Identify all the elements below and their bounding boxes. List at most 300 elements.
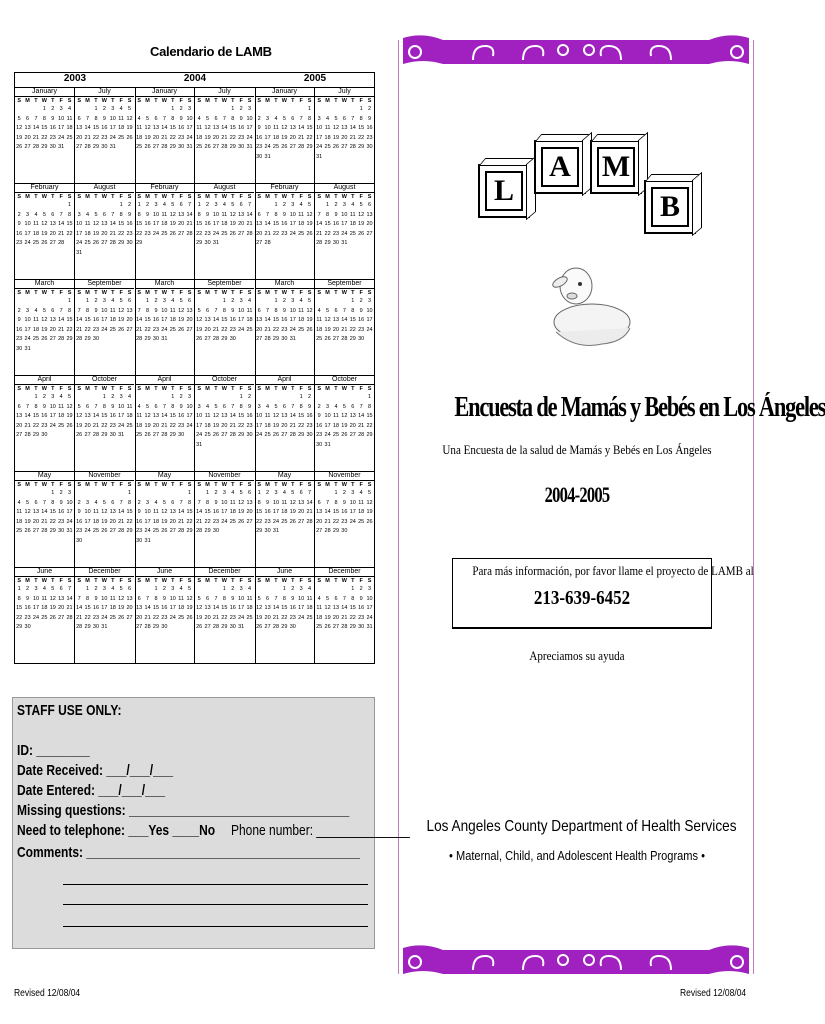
weekday-label: S: [67, 290, 72, 296]
day-cell: 5: [368, 490, 372, 496]
day-cell: 29: [358, 144, 365, 150]
day-cell: 2: [334, 202, 338, 208]
day-cell: 3: [299, 586, 303, 592]
day-cell: 5: [206, 115, 210, 122]
day-cell: 14: [316, 221, 323, 227]
day-cell: 11: [161, 211, 168, 218]
day-cell: 23: [358, 614, 365, 621]
day-cell: 7: [291, 403, 295, 410]
id-field[interactable]: ID: ________: [17, 742, 90, 759]
weekday-label: F: [359, 386, 363, 392]
day-cell: 11: [41, 595, 48, 602]
day-cell: 6: [239, 202, 243, 208]
day-cell: 6: [222, 403, 226, 410]
day-cell: 6: [128, 298, 132, 304]
weekday-label: W: [41, 290, 47, 296]
day-cell: 21: [58, 326, 65, 333]
weekday-label: T: [214, 386, 218, 392]
missing-questions-field[interactable]: Missing questions: _________________________________: [17, 802, 350, 819]
day-cell: 16: [109, 413, 116, 419]
day-grid: [135, 393, 194, 441]
day-cell: 1: [359, 106, 363, 112]
day-cell: 21: [58, 230, 65, 237]
day-cell: 5: [359, 202, 363, 208]
day-cell: 7: [248, 202, 252, 208]
day-cell: 21: [24, 422, 31, 429]
weekday-label: S: [137, 194, 142, 200]
lamb-icon: [546, 262, 636, 354]
day-cell: 12: [41, 317, 48, 323]
day-cell: 4: [231, 490, 235, 496]
day-cell: 20: [332, 614, 340, 621]
day-cell: [323, 105, 331, 115]
weekday-label: F: [59, 290, 63, 296]
weekday-header: [315, 385, 374, 393]
day-cell: 4: [86, 211, 90, 218]
day-cell: 16: [212, 509, 220, 515]
day-cell: 11: [358, 499, 364, 506]
day-cell: 31: [186, 144, 193, 150]
day-cell: 26: [76, 432, 83, 438]
day-cell: 12: [161, 509, 168, 515]
day-cell: 20: [186, 317, 193, 323]
day-cell: 20: [58, 605, 65, 611]
weekday-label: S: [67, 578, 72, 584]
month-block: [195, 471, 254, 567]
day-cell: 3: [26, 211, 30, 218]
weekday-label: S: [137, 98, 142, 104]
day-cell: 10: [144, 509, 151, 515]
day-cell: 12: [101, 509, 108, 515]
weekday-label: W: [281, 482, 287, 488]
weekday-label: F: [299, 578, 303, 584]
day-cell: 21: [341, 326, 348, 333]
day-cell: 30: [306, 432, 313, 438]
day-cell: 17: [264, 134, 271, 141]
day-cell: 31: [324, 441, 331, 448]
comment-line[interactable]: [63, 904, 368, 905]
weekday-label: M: [145, 386, 150, 392]
day-cell: 21: [229, 422, 236, 429]
day-cell: 13: [186, 307, 193, 314]
day-cell: [349, 393, 357, 403]
day-cell: 29: [41, 144, 48, 150]
day-cell: 1: [222, 586, 226, 592]
weekday-label: T: [291, 386, 295, 392]
day-cell: 22: [281, 614, 288, 621]
day-grid: [255, 297, 314, 345]
day-cell: 8: [146, 307, 150, 314]
weekday-label: T: [94, 290, 98, 296]
day-cell: 27: [264, 624, 271, 630]
month-name: March: [255, 279, 314, 289]
day-cell: 1: [171, 394, 175, 400]
day-cell: 3: [342, 202, 346, 208]
day-cell: 24: [161, 326, 168, 333]
day-cell: [160, 393, 168, 403]
day-cell: 1: [86, 298, 90, 304]
weekday-label: S: [197, 290, 202, 296]
day-cell: 23: [109, 422, 116, 429]
comment-line[interactable]: [63, 884, 368, 885]
weekday-label: S: [77, 578, 82, 584]
day-cell: 14: [41, 509, 48, 515]
month-name: December: [195, 567, 254, 577]
weekday-label: F: [179, 578, 183, 584]
day-cell: 14: [221, 125, 228, 131]
weekday-label: M: [85, 386, 90, 392]
day-cell: 27: [101, 240, 108, 246]
day-cell: 2: [42, 394, 46, 400]
row-divider: [255, 279, 375, 280]
day-cell: 19: [24, 518, 31, 525]
day-cell: 22: [32, 422, 40, 429]
main-title: Encuesta de Mamás y Bebés en Los Ángeles: [454, 392, 825, 423]
day-cell: 26: [66, 422, 73, 429]
day-cell: 18: [332, 422, 340, 429]
day-cell: [203, 297, 211, 307]
day-cell: 5: [179, 298, 183, 304]
day-cell: 2: [359, 586, 363, 592]
day-cell: 30: [161, 624, 168, 630]
day-cell: 18: [196, 134, 203, 141]
day-cell: 16: [178, 125, 185, 131]
day-cell: 29: [84, 624, 91, 630]
day-cell: 13: [264, 605, 271, 611]
month-name: October: [75, 375, 134, 385]
day-cell: 23: [16, 336, 23, 342]
day-cell: 27: [152, 432, 160, 438]
day-cell: 8: [137, 211, 141, 218]
day-cell: 21: [196, 518, 203, 525]
day-cell: 26: [212, 432, 220, 438]
telephone-field[interactable]: Need to telephone: ___Yes ____No: [17, 822, 216, 839]
weekday-label: S: [197, 98, 202, 104]
weekday-label: T: [154, 578, 158, 584]
day-cell: 25: [332, 432, 340, 438]
day-cell: 14: [212, 605, 220, 611]
weekday-label: T: [274, 290, 278, 296]
day-cell: 17: [84, 518, 91, 525]
day-cell: 1: [326, 202, 330, 208]
weekday-label: W: [41, 578, 47, 584]
weekday-label: S: [307, 290, 312, 296]
day-cell: 10: [24, 221, 31, 227]
weekday-label: S: [187, 194, 192, 200]
weekday-label: F: [119, 194, 123, 200]
day-cell: 20: [16, 422, 23, 429]
day-cell: 17: [101, 317, 108, 323]
day-cell: 15: [84, 605, 91, 611]
day-cell: 22: [16, 614, 23, 621]
day-cell: 17: [238, 317, 245, 323]
day-cell: 20: [49, 326, 56, 333]
day-cell: 26: [169, 230, 176, 237]
day-cell: 27: [32, 528, 40, 534]
day-cell: 14: [84, 125, 91, 131]
day-cell: 20: [136, 614, 143, 621]
day-cell: 30: [289, 624, 296, 630]
weekday-header: [315, 577, 374, 585]
day-cell: 22: [324, 230, 331, 237]
day-cell: 25: [358, 518, 365, 525]
day-cell: 26: [144, 144, 151, 150]
day-cell: 4: [334, 403, 338, 410]
day-cell: 13: [204, 317, 211, 323]
day-cell: 2: [94, 586, 98, 592]
day-cell: 4: [317, 307, 321, 314]
day-cell: 27: [238, 230, 245, 237]
day-cell: 10: [186, 403, 193, 410]
day-grid: [75, 201, 134, 258]
day-cell: 11: [178, 595, 184, 602]
day-cell: 4: [179, 586, 183, 592]
weekday-label: M: [325, 578, 330, 584]
weekday-label: S: [307, 578, 312, 584]
day-cell: 9: [231, 595, 235, 602]
date-received-field[interactable]: Date Received: ___/___/___: [17, 762, 174, 779]
day-cell: 25: [246, 326, 253, 333]
weekday-label: F: [239, 98, 243, 104]
day-cell: 12: [229, 211, 236, 218]
weekday-label: F: [119, 386, 123, 392]
weekday-label: M: [205, 578, 210, 584]
day-cell: 13: [24, 125, 31, 131]
weekday-label: T: [351, 98, 355, 104]
day-cell: 10: [298, 595, 305, 602]
day-cell: 21: [66, 605, 73, 611]
subtitle: Una Encuesta de la salud de Mamás y Bebés en Los Ángeles: [442, 442, 712, 457]
day-cell: 23: [144, 230, 151, 237]
date-entered-field[interactable]: Date Entered: ___/___/___: [17, 782, 166, 799]
day-cell: 17: [169, 605, 176, 611]
day-cell: 16: [281, 317, 288, 323]
day-cell: 26: [204, 144, 211, 150]
day-cell: 28: [349, 144, 356, 150]
day-cell: 30: [41, 432, 48, 438]
day-cell: [297, 105, 305, 115]
day-cell: [23, 393, 31, 403]
day-cell: 28: [264, 336, 271, 342]
day-cell: 3: [188, 394, 192, 400]
day-cell: 3: [26, 307, 30, 314]
day-cell: 3: [68, 490, 72, 496]
month-name: June: [135, 567, 194, 577]
row-divider: [135, 567, 255, 568]
day-cell: 4: [128, 394, 132, 400]
day-cell: 8: [308, 115, 312, 122]
day-cell: 8: [86, 307, 90, 314]
weekday-label: T: [291, 290, 295, 296]
phone-number-field[interactable]: Phone number: ______________: [231, 822, 410, 839]
day-cell: 3: [317, 115, 321, 122]
day-cell: 1: [188, 490, 192, 496]
day-cell: 14: [229, 413, 236, 419]
day-cell: 25: [281, 518, 288, 525]
day-cell: [315, 297, 323, 307]
day-cell: 10: [24, 317, 31, 323]
day-cell: 17: [66, 509, 73, 515]
weekday-label: W: [41, 482, 47, 488]
weekday-label: S: [367, 98, 372, 104]
day-cell: 7: [274, 595, 278, 602]
row-divider: [255, 375, 375, 376]
day-cell: [212, 105, 220, 115]
day-cell: 9: [128, 211, 132, 218]
day-cell: 3: [119, 394, 123, 400]
day-cell: [49, 201, 57, 211]
day-cell: 28: [212, 624, 220, 630]
day-cell: 22: [366, 422, 373, 429]
day-cell: 24: [118, 422, 125, 429]
weekday-label: T: [154, 482, 158, 488]
block-icon: B: [644, 180, 696, 234]
month-block: [255, 279, 314, 375]
month-block: [255, 183, 314, 279]
day-cell: [92, 393, 100, 403]
day-cell: 15: [118, 221, 125, 227]
day-cell: 30: [264, 528, 271, 534]
day-cell: 11: [246, 595, 253, 602]
day-cell: 15: [186, 509, 193, 515]
day-cell: 27: [366, 230, 373, 237]
month-name: April: [135, 375, 194, 385]
month-name: January: [15, 87, 74, 97]
day-cell: 12: [186, 595, 193, 602]
day-cell: 14: [92, 413, 100, 419]
day-cell: 18: [349, 221, 356, 227]
weekday-label: M: [325, 386, 330, 392]
day-cell: 26: [101, 528, 108, 534]
day-cell: 18: [41, 605, 48, 611]
day-cell: 1: [351, 298, 355, 304]
day-cell: 24: [289, 230, 296, 237]
month-block: [315, 567, 374, 663]
day-cell: 9: [214, 499, 218, 506]
day-cell: 15: [41, 125, 48, 131]
day-cell: 2: [317, 403, 321, 410]
day-cell: 17: [341, 221, 348, 227]
weekday-label: M: [85, 578, 90, 584]
day-cell: 8: [326, 211, 330, 218]
day-cell: 9: [359, 595, 363, 602]
weekday-label: W: [161, 482, 167, 488]
day-cell: 6: [137, 595, 141, 602]
day-cell: 10: [221, 499, 228, 506]
day-cell: 11: [153, 509, 159, 515]
weekday-label: W: [281, 290, 287, 296]
day-cell: 3: [162, 298, 166, 304]
day-cell: 15: [324, 221, 331, 227]
day-cell: 7: [111, 211, 115, 218]
day-cell: 20: [204, 614, 211, 621]
weekday-label: T: [51, 386, 55, 392]
day-cell: 15: [256, 509, 263, 515]
block-icon: M: [590, 140, 642, 194]
day-cell: 20: [49, 230, 56, 237]
day-cell: 25: [109, 326, 116, 333]
weekday-label: W: [221, 290, 227, 296]
day-cell: 28: [341, 336, 348, 342]
day-grid: [195, 489, 254, 537]
day-cell: 21: [92, 422, 100, 429]
day-cell: 28: [32, 144, 40, 150]
day-cell: 8: [51, 499, 55, 506]
weekday-header: [75, 577, 134, 585]
comments-field[interactable]: Comments: _________________________________________: [17, 844, 360, 861]
day-cell: 28: [76, 336, 83, 342]
day-cell: 9: [179, 115, 183, 122]
day-cell: 2: [102, 106, 106, 112]
day-cell: [135, 105, 143, 115]
day-cell: [100, 489, 108, 499]
weekday-header: [255, 481, 314, 489]
day-cell: 10: [76, 221, 83, 227]
row-divider: [135, 279, 255, 280]
day-cell: 8: [94, 115, 98, 122]
day-cell: 2: [257, 115, 261, 122]
weekday-label: W: [221, 386, 227, 392]
day-cell: 7: [86, 115, 90, 122]
day-cell: 25: [152, 528, 160, 534]
weekday-label: F: [59, 578, 63, 584]
day-cell: 29: [298, 432, 305, 438]
day-cell: 31: [238, 624, 245, 630]
day-cell: 22: [41, 134, 48, 141]
day-cell: 18: [109, 605, 116, 611]
day-cell: 9: [17, 317, 21, 323]
day-cell: 6: [317, 499, 321, 506]
day-cell: 17: [256, 422, 263, 429]
day-cell: [255, 105, 263, 115]
day-cell: 27: [49, 336, 56, 342]
day-cell: 25: [221, 230, 228, 237]
day-cell: 22: [196, 230, 203, 237]
day-cell: 2: [137, 499, 141, 506]
day-cell: 21: [41, 518, 48, 525]
weekday-label: S: [67, 98, 72, 104]
day-cell: 12: [272, 413, 280, 419]
day-cell: 1: [282, 586, 286, 592]
day-cell: 2: [248, 394, 252, 400]
day-cell: 7: [214, 595, 218, 602]
day-cell: 18: [324, 134, 331, 141]
day-cell: 16: [341, 509, 348, 515]
weekday-label: S: [307, 98, 312, 104]
day-cell: 18: [136, 134, 143, 141]
day-cell: [23, 201, 31, 211]
day-cell: 1: [102, 394, 106, 400]
day-cell: 18: [204, 422, 211, 429]
day-cell: 11: [196, 125, 203, 131]
day-cell: 26: [196, 336, 203, 342]
day-grid: [315, 105, 374, 162]
day-cell: 23: [341, 518, 348, 525]
day-cell: 11: [136, 125, 143, 131]
day-cell: 12: [66, 403, 73, 410]
day-cell: 6: [282, 403, 286, 410]
day-cell: 30: [341, 528, 348, 534]
day-cell: 2: [77, 499, 81, 506]
day-cell: [220, 105, 228, 115]
day-cell: 9: [257, 125, 261, 131]
day-cell: 22: [49, 518, 56, 525]
weekday-label: S: [127, 578, 132, 584]
day-cell: 7: [137, 307, 141, 314]
day-cell: 4: [299, 202, 303, 208]
weekday-label: W: [341, 578, 347, 584]
comment-line[interactable]: [63, 926, 368, 927]
